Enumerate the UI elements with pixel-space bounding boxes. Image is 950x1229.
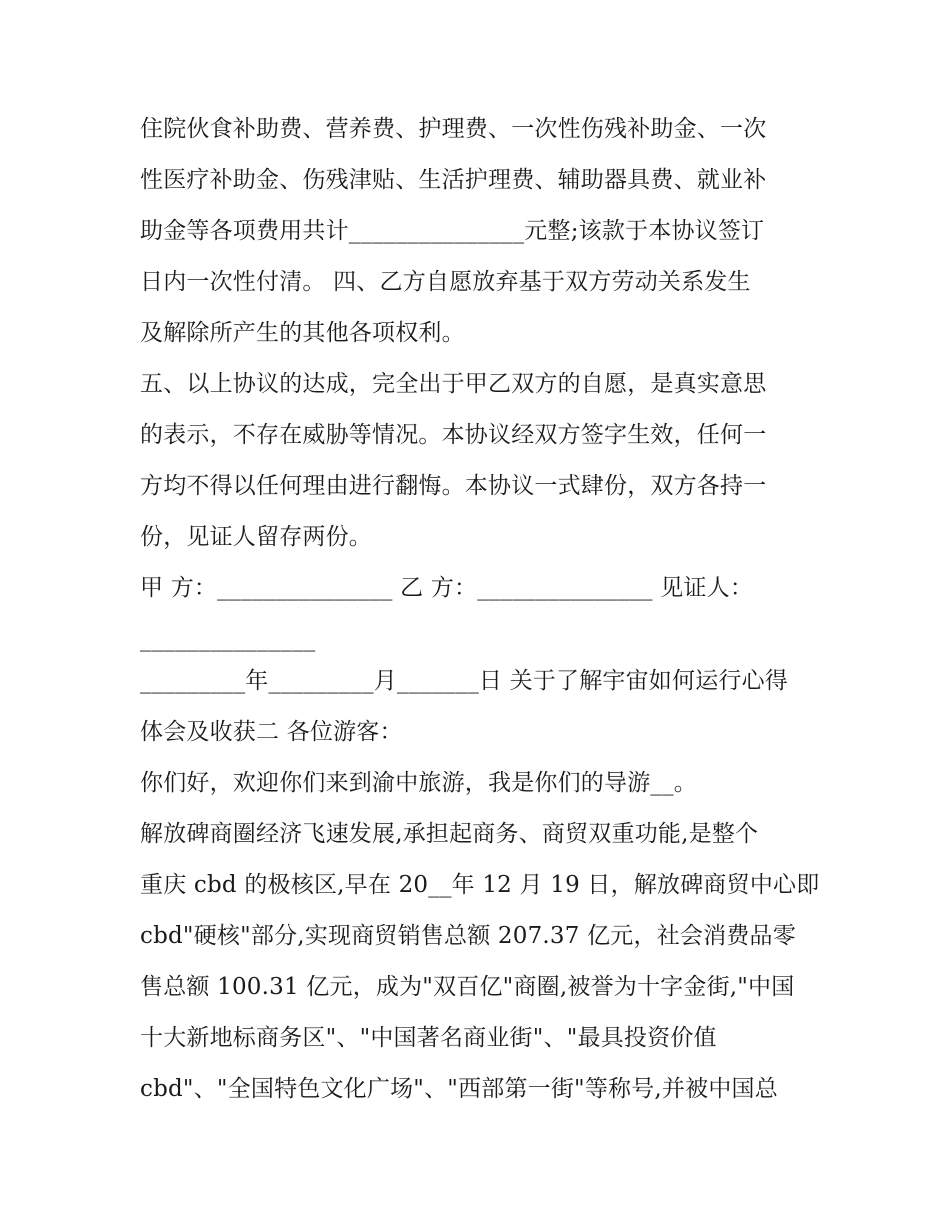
text-line: 售总额 100.31 亿元，成为"双百亿"商圈,被誉为十字金街,"中国 xyxy=(140,974,795,1000)
text-line: 方均不得以任何理由进行翻悔。本协议一式肆份，双方各持一 xyxy=(140,473,767,499)
text-line: 助金等各项费用共计_______________元整;该款于本协议签订 xyxy=(140,218,765,244)
text-line: 体会及收获二 各位游客： xyxy=(140,719,403,745)
text-line: cbd"硬核"部分,实现商贸销售总额 207.37 亿元，社会消费品零 xyxy=(140,923,796,949)
text-line: 五、以上协议的达成，完全出于甲乙双方的自愿，是真实意思 xyxy=(140,371,767,397)
text-line: cbd"、"全国特色文化广场"、"西部第一街"等称号,并被中国总 xyxy=(140,1076,778,1102)
date-line: _________年_________月_______日 关于了解宇宙如何运行心得 xyxy=(140,668,789,694)
text-line: 住院伙食补助费、营养费、护理费、一次性伤残补助金、一次 xyxy=(140,116,767,142)
text-line: 你们好，欢迎你们来到渝中旅游，我是你们的导游__。 xyxy=(140,770,697,796)
signature-line: 甲 方：_______________ 乙 方：_______________ 见证人： xyxy=(140,575,754,601)
text-line: 重庆 cbd 的极核区,早在 20__年 12 月 19 日，解放碑商贸中心即 xyxy=(140,872,820,898)
text-line: 份，见证人留存两份。 xyxy=(140,524,372,550)
text-line: 十大新地标商务区"、"中国著名商业街"、"最具投资价值 xyxy=(140,1025,717,1051)
text-line: 解放碑商圈经济飞速发展,承担起商务、商贸双重功能,是整个 xyxy=(140,821,759,847)
text-line: 及解除所产生的其他各项权利。 xyxy=(140,320,465,346)
text-line: 日内一次性付清。 四、乙方自愿放弃基于双方劳动关系发生 xyxy=(140,269,751,295)
text-line: 性医疗补助金、伤残津贴、生活护理费、辅助器具费、就业补 xyxy=(140,167,767,193)
text-line: 的表示，不存在威胁等情况。本协议经双方签字生效，任何一 xyxy=(140,422,767,448)
signature-blank: _______________ xyxy=(140,626,316,652)
